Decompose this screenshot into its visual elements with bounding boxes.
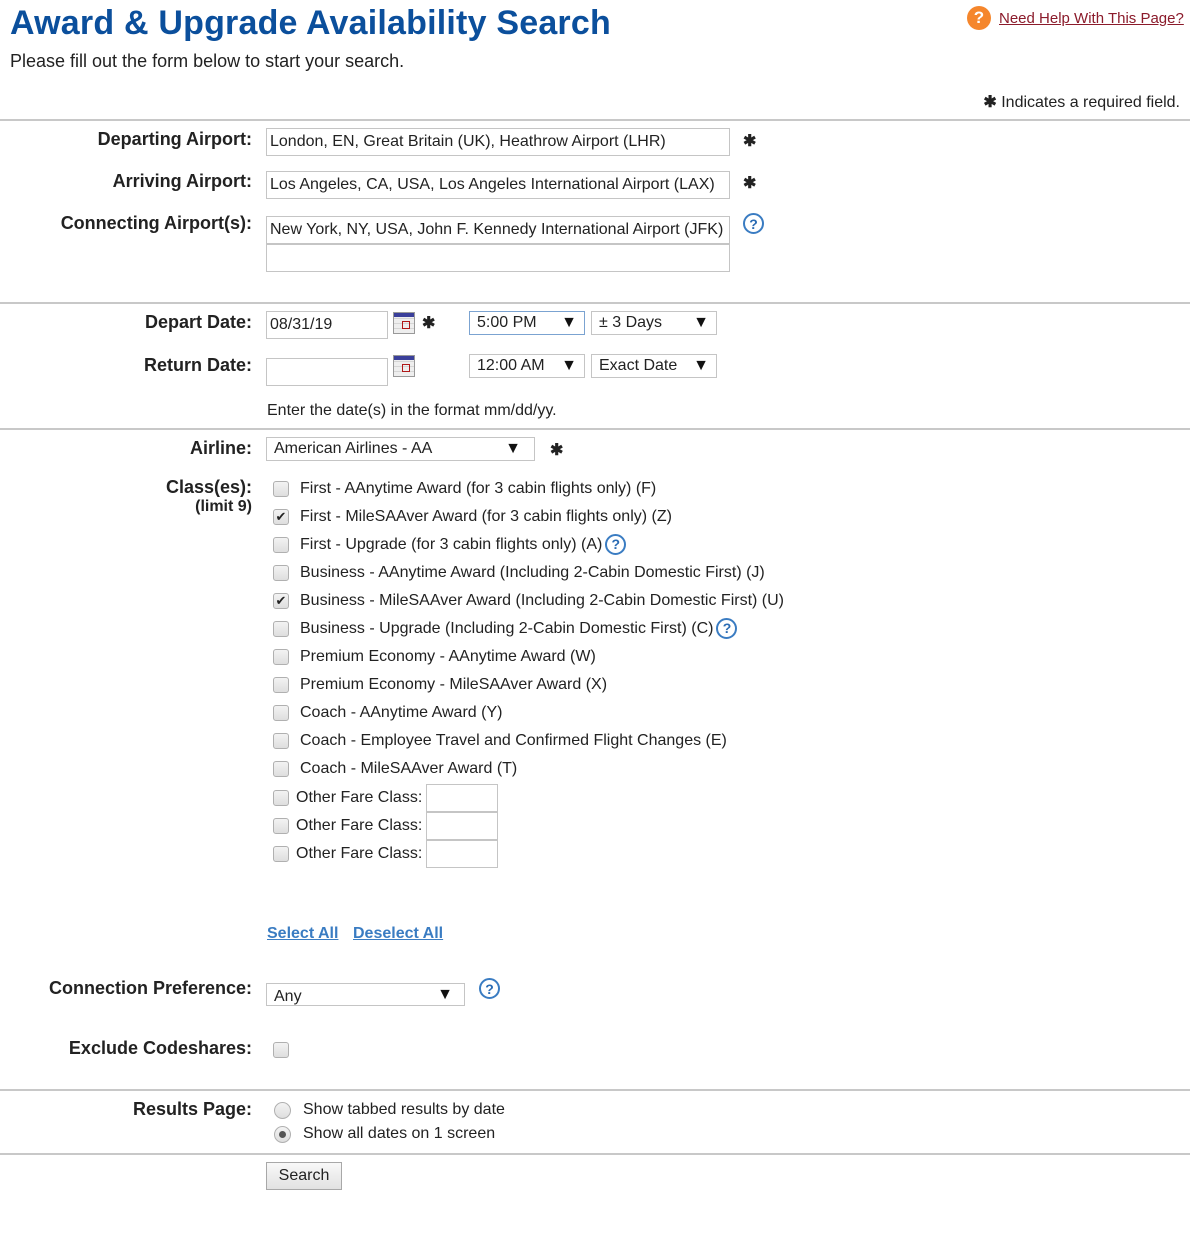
exclude-codeshares-checkbox[interactable] — [273, 1042, 289, 1058]
date-format-hint: Enter the date(s) in the format mm/dd/yy. — [267, 402, 557, 419]
classes-label: Class(es): — [165, 477, 252, 497]
depart-date-input[interactable]: 08/31/19 — [266, 311, 388, 339]
results-option-label: Show all dates on 1 screen — [303, 1125, 496, 1142]
dropdown-arrow-icon: ▼ — [505, 440, 521, 457]
dropdown-arrow-icon: ▼ — [693, 357, 709, 374]
class-option-Y[interactable] — [273, 702, 502, 724]
class-checkbox[interactable] — [273, 481, 289, 497]
depart-range-value: ± 3 Days — [599, 314, 663, 331]
question-circle-icon[interactable]: ? — [743, 213, 764, 234]
class-option-A[interactable] — [273, 534, 626, 556]
class-option-label: Business - Upgrade (Including 2-Cabin Domestic First) (C) — [300, 620, 714, 637]
class-checkbox[interactable] — [273, 621, 289, 637]
select-all-link[interactable]: Select All — [267, 925, 339, 942]
need-help-text[interactable]: Need Help With This Page? — [999, 9, 1184, 27]
other-fare-input[interactable] — [426, 812, 498, 840]
class-checkbox[interactable] — [273, 761, 289, 777]
class-checkbox[interactable] — [273, 649, 289, 665]
calendar-icon[interactable] — [393, 312, 415, 334]
question-circle-icon[interactable]: ? — [605, 534, 626, 555]
class-option-Z[interactable] — [273, 506, 672, 528]
airline-select[interactable] — [266, 437, 535, 461]
class-option-T[interactable] — [273, 758, 517, 780]
return-date-label: Return Date: — [143, 355, 252, 375]
class-checkbox[interactable] — [273, 565, 289, 581]
class-option-J[interactable] — [273, 562, 765, 584]
required-star-icon: ✱ — [422, 315, 436, 332]
question-circle-orange-icon: ? — [967, 6, 991, 30]
other-fare-label: Other Fare Class: — [296, 817, 423, 834]
departing-airport-input[interactable]: London, EN, Great Britain (UK), Heathrow Airport (LHR) — [266, 128, 730, 156]
required-star-icon: ✱ — [743, 133, 757, 150]
class-checkbox[interactable] — [273, 537, 289, 553]
connecting-airport-input-2[interactable] — [266, 244, 730, 272]
class-option-label: First - Upgrade (for 3 cabin flights only) (A) — [300, 536, 603, 553]
need-help-link[interactable] — [967, 6, 1184, 30]
divider — [0, 1089, 1190, 1091]
other-fare-input[interactable] — [426, 784, 498, 812]
class-checkbox[interactable] — [273, 705, 289, 721]
other-fare-label: Other Fare Class: — [296, 789, 423, 806]
class-checkbox[interactable] — [273, 733, 289, 749]
arriving-airport-input[interactable]: Los Angeles, CA, USA, Los Angeles International Airport (LAX) — [266, 171, 730, 199]
divider — [0, 1153, 1190, 1155]
connection-preference-select[interactable] — [266, 983, 465, 1006]
divider — [0, 302, 1190, 304]
class-option-label: Business - AAnytime Award (Including 2-Cabin Domestic First) (J) — [300, 564, 765, 581]
other-fare-class-row[interactable] — [273, 840, 498, 868]
airline-label: Airline: — [189, 438, 252, 458]
return-date-input[interactable] — [266, 358, 388, 386]
class-checkbox[interactable] — [273, 677, 289, 693]
airline-value: American Airlines - AA — [274, 440, 433, 457]
class-option-E[interactable] — [273, 730, 727, 752]
dropdown-arrow-icon: ▼ — [437, 985, 453, 1003]
question-circle-icon[interactable]: ? — [716, 618, 737, 639]
class-checkbox-checked[interactable]: ✔ — [273, 509, 289, 525]
depart-range-select[interactable] — [591, 311, 717, 335]
radio-button[interactable] — [274, 1102, 291, 1119]
results-option-label: Show tabbed results by date — [303, 1101, 505, 1118]
other-fare-input[interactable] — [426, 840, 498, 868]
exclude-codeshares-label: Exclude Codeshares: — [68, 1038, 252, 1058]
depart-time-value: 5:00 PM — [477, 314, 537, 331]
dropdown-arrow-icon: ▼ — [561, 314, 577, 331]
dropdown-arrow-icon: ▼ — [561, 357, 577, 374]
other-fare-checkbox[interactable] — [273, 818, 289, 834]
dropdown-arrow-icon: ▼ — [693, 314, 709, 331]
return-time-select[interactable] — [469, 354, 585, 378]
page-subtitle: Please fill out the form below to start your search. — [10, 51, 405, 71]
required-note — [983, 92, 1180, 112]
divider — [0, 428, 1190, 430]
results-page-label: Results Page: — [132, 1099, 252, 1119]
class-option-W[interactable] — [273, 646, 596, 668]
arriving-airport-label: Arriving Airport: — [112, 171, 252, 191]
deselect-all-link[interactable]: Deselect All — [353, 925, 444, 942]
calendar-icon[interactable] — [393, 355, 415, 377]
radio-button-selected[interactable] — [274, 1126, 291, 1143]
required-star-icon: ✱ — [983, 94, 997, 111]
required-star-icon: ✱ — [550, 442, 564, 459]
class-option-X[interactable] — [273, 674, 607, 696]
divider — [0, 119, 1190, 121]
classes-limit-label: (limit 9) — [195, 498, 252, 515]
other-fare-class-row[interactable] — [273, 784, 498, 812]
class-option-label: First - MileSAAver Award (for 3 cabin flights only) (Z) — [300, 508, 672, 525]
departing-airport-label: Departing Airport: — [97, 129, 252, 149]
class-option-label: Premium Economy - MileSAAver Award (X) — [300, 676, 608, 693]
other-fare-label: Other Fare Class: — [296, 845, 423, 862]
search-button[interactable]: Search — [266, 1162, 342, 1190]
results-option-tabbed[interactable] — [274, 1101, 505, 1119]
question-circle-icon[interactable]: ? — [479, 978, 500, 999]
class-option-label: Coach - MileSAAver Award (T) — [300, 760, 518, 777]
class-checkbox-checked[interactable]: ✔ — [273, 593, 289, 609]
connecting-airport-input-1[interactable]: New York, NY, USA, John F. Kennedy International Airport (JFK) — [266, 216, 730, 244]
depart-date-label: Depart Date: — [144, 312, 252, 332]
required-note-text: Indicates a required field. — [1001, 94, 1180, 111]
other-fare-class-row[interactable] — [273, 812, 498, 840]
class-option-F[interactable] — [273, 478, 656, 500]
return-range-select[interactable] — [591, 354, 717, 378]
class-option-label: Coach - AAnytime Award (Y) — [300, 704, 503, 721]
class-option-C[interactable] — [273, 618, 737, 640]
connecting-airport-label: Connecting Airport(s): — [60, 213, 252, 233]
class-option-label: First - AAnytime Award (for 3 cabin flights only) (F) — [300, 480, 657, 497]
required-star-icon: ✱ — [743, 175, 757, 192]
depart-time-select[interactable] — [469, 311, 585, 335]
return-range-value: Exact Date — [599, 357, 678, 374]
class-option-label: Business - MileSAAver Award (Including 2-Cabin Domestic First) (U) — [300, 592, 785, 609]
page-title: Award & Upgrade Availability Search — [10, 4, 611, 42]
other-fare-checkbox[interactable] — [273, 790, 289, 806]
connection-preference-label: Connection Preference: — [48, 978, 252, 998]
connection-preference-value: Any — [274, 987, 302, 1005]
return-time-value: 12:00 AM — [477, 357, 545, 374]
other-fare-checkbox[interactable] — [273, 846, 289, 862]
results-option-all-dates[interactable] — [274, 1125, 495, 1143]
class-option-label: Premium Economy - AAnytime Award (W) — [300, 648, 596, 665]
class-option-U[interactable] — [273, 590, 784, 612]
class-option-label: Coach - Employee Travel and Confirmed Flight Changes (E) — [300, 732, 727, 749]
